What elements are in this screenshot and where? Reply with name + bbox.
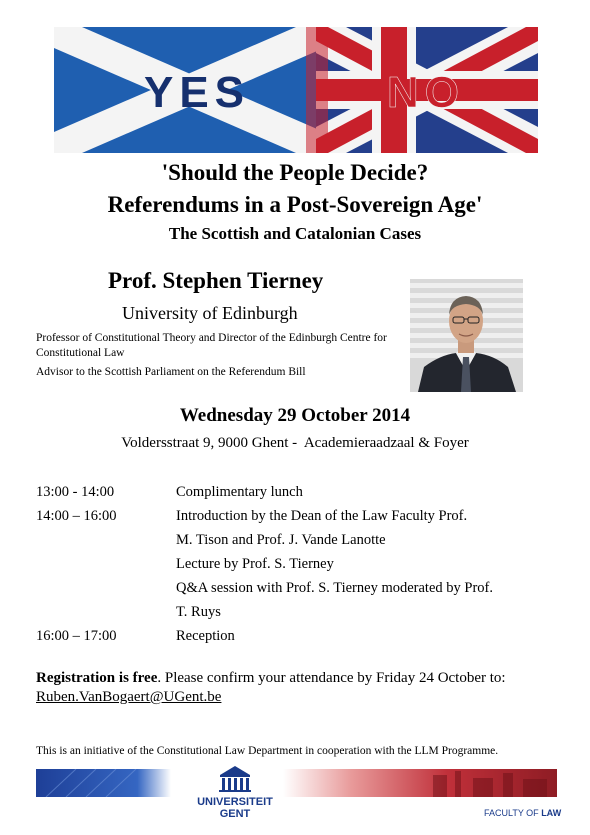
speaker-portrait — [410, 279, 523, 392]
program-item: Lecture by Prof. S. Tierney — [176, 556, 334, 572]
program-item: T. Ruys — [176, 604, 221, 620]
program-item: Reception — [176, 628, 235, 644]
program-item: Introduction by the Dean of the Law Faculty Prof. — [176, 508, 468, 524]
program-row — [36, 600, 556, 624]
event-title-line-1: 'Should the People Decide? — [161, 160, 429, 185]
program-row — [36, 480, 556, 504]
program-row — [36, 552, 556, 576]
program-time: 14:00 – 16:00 — [36, 508, 117, 524]
ugent-logo-line-2: GENT — [219, 808, 251, 820]
program-time: 16:00 – 17:00 — [36, 628, 117, 644]
program-row — [36, 528, 556, 552]
faculty-prefix: FACULTY OF — [484, 808, 542, 818]
yes-text: YES — [143, 68, 251, 117]
speaker-name: Prof. Stephen Tierney — [108, 268, 324, 293]
registration-notice — [36, 669, 553, 707]
no-text: NO — [387, 68, 465, 117]
program-item: Complimentary lunch — [176, 484, 303, 500]
program-time — [36, 576, 176, 600]
event-title-line-2: Referendums in a Post-Sovereign Age' — [107, 192, 483, 217]
registration-email-link[interactable]: Ruben.VanBogaert@UGent.be — [36, 689, 222, 705]
ugent-logo-line-1: UNIVERSITEIT — [197, 796, 273, 808]
event-date: Wednesday 29 October 2014 — [179, 405, 411, 426]
program-item: M. Tison and Prof. J. Vande Lanotte — [176, 532, 386, 548]
footer-right-band — [283, 769, 557, 797]
speaker-advisor: Advisor to the Scottish Parliament on the Referendum Bill — [36, 366, 306, 378]
speaker-role: Professor of Constitutional Theory and Director of the Edinburgh Centre for Constitutional Law — [36, 332, 387, 359]
program-schedule — [36, 480, 556, 648]
program-time: 13:00 - 14:00 — [36, 484, 115, 500]
program-time — [36, 600, 176, 624]
yes-no-flag-banner — [54, 27, 538, 153]
ugent-logo — [194, 763, 276, 823]
program-row — [36, 624, 556, 648]
event-venue: Voldersstraat 9, 9000 Ghent - Academieraadzaal & Foyer — [121, 435, 469, 451]
event-subtitle: The Scottish and Catalonian Cases — [168, 224, 422, 243]
initiative-note: This is an initiative of the Constitutional Law Department in cooperation with the LLM Programme. — [36, 745, 499, 757]
registration-text: . Please confirm your attendance by Friday 24 October to: — [157, 670, 506, 686]
program-row — [36, 504, 556, 528]
speaker-university: University of Edinburgh — [122, 303, 298, 323]
program-item: Q&A session with Prof. S. Tierney moderated by Prof. — [176, 580, 493, 596]
program-time — [36, 528, 176, 552]
faculty-name: LAW — [541, 808, 562, 818]
footer-left-band — [36, 769, 171, 797]
registration-free-label: Registration is free — [36, 670, 158, 686]
program-row — [36, 576, 556, 600]
program-time — [36, 552, 176, 576]
faculty-of-law-label — [484, 808, 561, 818]
